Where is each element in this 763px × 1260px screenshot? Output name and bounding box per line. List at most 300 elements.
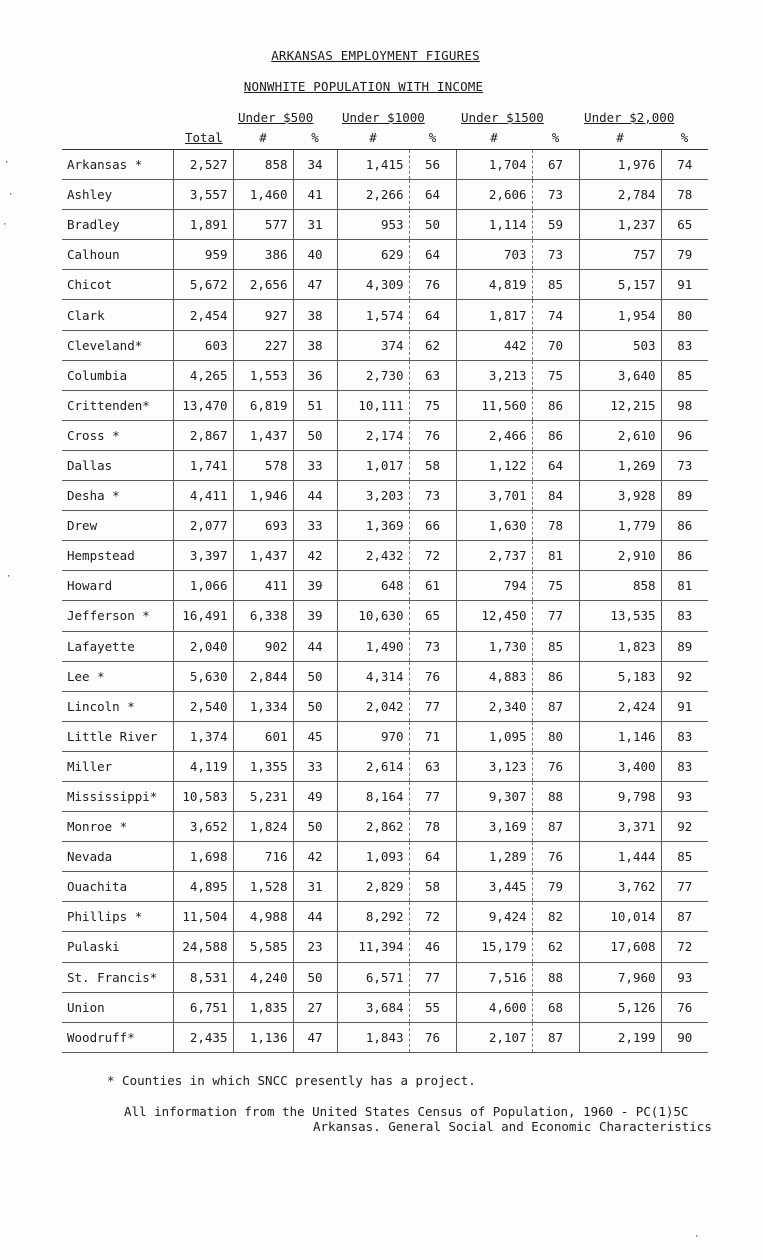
county-name: Hempstead xyxy=(62,541,173,571)
total-cell: 2,527 xyxy=(173,150,233,180)
under-2000-count: 1,146 xyxy=(579,721,661,751)
under-1000-count: 629 xyxy=(337,240,409,270)
under-500-count: 693 xyxy=(233,511,293,541)
under-2000-count: 2,910 xyxy=(579,541,661,571)
group-header-under-1500: Under $1500 xyxy=(461,110,544,125)
under-2000-count: 3,762 xyxy=(579,872,661,902)
header-count: # xyxy=(259,129,267,145)
under-2000-percent: 83 xyxy=(661,751,708,781)
under-1500-percent: 87 xyxy=(532,691,579,721)
under-2000-count: 757 xyxy=(579,240,661,270)
under-2000-count: 3,400 xyxy=(579,751,661,781)
under-1500-count: 1,730 xyxy=(456,631,532,661)
under-1500-count: 1,817 xyxy=(456,300,532,330)
under-1000-percent: 77 xyxy=(409,691,456,721)
county-name: Union xyxy=(62,992,173,1022)
under-2000-count: 13,535 xyxy=(579,601,661,631)
under-2000-count: 2,784 xyxy=(579,180,661,210)
table-row xyxy=(62,872,708,902)
under-1000-percent: 63 xyxy=(409,751,456,781)
table-row xyxy=(62,180,708,210)
under-2000-count: 3,640 xyxy=(579,360,661,390)
under-500-percent: 42 xyxy=(293,541,337,571)
under-2000-percent: 91 xyxy=(661,270,708,300)
source-line-2: Arkansas. General Social and Economic Characteristics xyxy=(313,1119,712,1134)
under-500-percent: 44 xyxy=(293,902,337,932)
under-1500-percent: 87 xyxy=(532,1022,579,1052)
table-row xyxy=(62,450,708,480)
under-1500-percent: 73 xyxy=(532,240,579,270)
table-row xyxy=(62,270,708,300)
under-1000-percent: 71 xyxy=(409,721,456,751)
under-500-count: 2,656 xyxy=(233,270,293,300)
under-500-count: 858 xyxy=(233,150,293,180)
under-2000-percent: 89 xyxy=(661,631,708,661)
total-cell: 1,698 xyxy=(173,842,233,872)
under-1500-percent: 80 xyxy=(532,721,579,751)
under-1000-percent: 61 xyxy=(409,571,456,601)
under-500-count: 2,844 xyxy=(233,661,293,691)
table-row xyxy=(62,300,708,330)
under-2000-percent: 83 xyxy=(661,601,708,631)
under-2000-count: 12,215 xyxy=(579,390,661,420)
under-1500-percent: 59 xyxy=(532,210,579,240)
total-cell: 4,119 xyxy=(173,751,233,781)
under-1000-percent: 46 xyxy=(409,932,456,962)
under-1500-count: 3,213 xyxy=(456,360,532,390)
under-1500-percent: 78 xyxy=(532,511,579,541)
county-name: Little River xyxy=(62,721,173,751)
under-1500-count: 3,445 xyxy=(456,872,532,902)
total-cell: 603 xyxy=(173,330,233,360)
county-name: Woodruff* xyxy=(62,1022,173,1052)
under-1000-percent: 75 xyxy=(409,390,456,420)
table-row xyxy=(62,992,708,1022)
under-2000-percent: 93 xyxy=(661,962,708,992)
county-name: Cross * xyxy=(62,420,173,450)
under-2000-count: 1,269 xyxy=(579,450,661,480)
county-name: Bradley xyxy=(62,210,173,240)
under-1000-count: 648 xyxy=(337,571,409,601)
under-500-percent: 45 xyxy=(293,721,337,751)
table-row xyxy=(62,571,708,601)
under-1500-percent: 85 xyxy=(532,631,579,661)
under-500-percent: 47 xyxy=(293,270,337,300)
under-500-count: 601 xyxy=(233,721,293,751)
county-name: Phillips * xyxy=(62,902,173,932)
under-1500-count: 4,883 xyxy=(456,661,532,691)
total-cell: 1,891 xyxy=(173,210,233,240)
under-1000-count: 1,369 xyxy=(337,511,409,541)
under-1000-count: 4,314 xyxy=(337,661,409,691)
under-1500-percent: 70 xyxy=(532,330,579,360)
county-name: Ouachita xyxy=(62,872,173,902)
total-cell: 959 xyxy=(173,240,233,270)
under-500-count: 902 xyxy=(233,631,293,661)
under-1500-count: 794 xyxy=(456,571,532,601)
under-1000-count: 2,730 xyxy=(337,360,409,390)
under-500-count: 227 xyxy=(233,330,293,360)
table-row xyxy=(62,902,708,932)
under-1000-count: 2,042 xyxy=(337,691,409,721)
under-500-count: 1,553 xyxy=(233,360,293,390)
under-1000-percent: 76 xyxy=(409,661,456,691)
table-row xyxy=(62,240,708,270)
table-row xyxy=(62,781,708,811)
table-row xyxy=(62,360,708,390)
under-1500-count: 2,466 xyxy=(456,420,532,450)
county-name: Monroe * xyxy=(62,812,173,842)
under-500-percent: 39 xyxy=(293,601,337,631)
county-name: Crittenden* xyxy=(62,390,173,420)
under-1500-percent: 62 xyxy=(532,932,579,962)
under-2000-count: 9,798 xyxy=(579,781,661,811)
under-2000-count: 3,371 xyxy=(579,812,661,842)
under-500-percent: 51 xyxy=(293,390,337,420)
under-500-percent: 27 xyxy=(293,992,337,1022)
document-subtitle: NONWHITE POPULATION WITH INCOME xyxy=(243,79,484,94)
total-cell: 2,435 xyxy=(173,1022,233,1052)
header-total: Total xyxy=(185,129,223,145)
under-1000-percent: 50 xyxy=(409,210,456,240)
under-2000-percent: 92 xyxy=(661,812,708,842)
under-1500-count: 1,095 xyxy=(456,721,532,751)
under-1000-count: 2,174 xyxy=(337,420,409,450)
under-500-count: 5,231 xyxy=(233,781,293,811)
under-2000-count: 1,976 xyxy=(579,150,661,180)
under-2000-percent: 78 xyxy=(661,180,708,210)
table-row xyxy=(62,150,708,180)
under-2000-percent: 83 xyxy=(661,721,708,751)
under-2000-percent: 89 xyxy=(661,481,708,511)
under-1500-count: 1,630 xyxy=(456,511,532,541)
under-1000-count: 2,614 xyxy=(337,751,409,781)
total-cell: 1,741 xyxy=(173,450,233,480)
table-row xyxy=(62,601,708,631)
under-500-count: 578 xyxy=(233,450,293,480)
speck-mark: · xyxy=(6,572,12,582)
under-500-count: 5,585 xyxy=(233,932,293,962)
under-1500-percent: 67 xyxy=(532,150,579,180)
under-500-count: 1,437 xyxy=(233,541,293,571)
under-1500-count: 3,169 xyxy=(456,812,532,842)
under-500-percent: 50 xyxy=(293,661,337,691)
under-1500-percent: 73 xyxy=(532,180,579,210)
under-500-percent: 33 xyxy=(293,511,337,541)
under-2000-percent: 73 xyxy=(661,450,708,480)
under-2000-percent: 79 xyxy=(661,240,708,270)
under-500-count: 4,988 xyxy=(233,902,293,932)
under-1500-percent: 84 xyxy=(532,481,579,511)
under-1000-percent: 65 xyxy=(409,601,456,631)
under-1500-count: 1,122 xyxy=(456,450,532,480)
under-1000-percent: 56 xyxy=(409,150,456,180)
table-row xyxy=(62,1022,708,1052)
under-1500-percent: 75 xyxy=(532,360,579,390)
table-row xyxy=(62,661,708,691)
speck-mark: · xyxy=(694,1232,700,1242)
under-1500-count: 15,179 xyxy=(456,932,532,962)
under-1000-count: 3,203 xyxy=(337,481,409,511)
county-name: Arkansas * xyxy=(62,150,173,180)
table-row xyxy=(62,541,708,571)
under-1000-count: 2,862 xyxy=(337,812,409,842)
table-row xyxy=(62,751,708,781)
under-2000-count: 2,610 xyxy=(579,420,661,450)
under-1500-percent: 88 xyxy=(532,962,579,992)
group-header-under-1000: Under $1000 xyxy=(342,110,425,125)
under-500-percent: 47 xyxy=(293,1022,337,1052)
total-cell: 24,588 xyxy=(173,932,233,962)
under-1500-count: 1,704 xyxy=(456,150,532,180)
under-500-percent: 50 xyxy=(293,420,337,450)
county-name: Dallas xyxy=(62,450,173,480)
under-1000-count: 6,571 xyxy=(337,962,409,992)
table-row xyxy=(62,842,708,872)
under-1000-percent: 66 xyxy=(409,511,456,541)
under-500-percent: 42 xyxy=(293,842,337,872)
under-500-percent: 44 xyxy=(293,481,337,511)
under-1500-count: 2,737 xyxy=(456,541,532,571)
under-1500-percent: 81 xyxy=(532,541,579,571)
under-500-count: 1,528 xyxy=(233,872,293,902)
header-count: # xyxy=(490,129,498,145)
table-row xyxy=(62,511,708,541)
under-2000-percent: 72 xyxy=(661,932,708,962)
under-500-count: 1,334 xyxy=(233,691,293,721)
under-2000-count: 1,444 xyxy=(579,842,661,872)
under-500-count: 927 xyxy=(233,300,293,330)
under-2000-count: 17,608 xyxy=(579,932,661,962)
under-500-percent: 50 xyxy=(293,691,337,721)
table-row xyxy=(62,932,708,962)
under-1500-count: 9,424 xyxy=(456,902,532,932)
under-500-percent: 34 xyxy=(293,150,337,180)
under-1500-count: 3,123 xyxy=(456,751,532,781)
table-row xyxy=(62,420,708,450)
under-2000-percent: 85 xyxy=(661,360,708,390)
under-1500-count: 1,289 xyxy=(456,842,532,872)
county-name: Columbia xyxy=(62,360,173,390)
under-2000-percent: 77 xyxy=(661,872,708,902)
total-cell: 13,470 xyxy=(173,390,233,420)
county-name: Drew xyxy=(62,511,173,541)
under-2000-count: 858 xyxy=(579,571,661,601)
under-500-percent: 44 xyxy=(293,631,337,661)
under-1500-percent: 77 xyxy=(532,601,579,631)
total-cell: 16,491 xyxy=(173,601,233,631)
under-2000-percent: 65 xyxy=(661,210,708,240)
table-row xyxy=(62,330,708,360)
under-1000-percent: 77 xyxy=(409,962,456,992)
under-500-percent: 40 xyxy=(293,240,337,270)
under-1500-percent: 88 xyxy=(532,781,579,811)
under-1000-count: 10,111 xyxy=(337,390,409,420)
under-2000-percent: 91 xyxy=(661,691,708,721)
under-1000-count: 1,093 xyxy=(337,842,409,872)
under-1500-percent: 64 xyxy=(532,450,579,480)
under-1500-count: 4,600 xyxy=(456,992,532,1022)
under-500-percent: 41 xyxy=(293,180,337,210)
county-name: Lee * xyxy=(62,661,173,691)
total-cell: 1,374 xyxy=(173,721,233,751)
header-count: # xyxy=(369,129,377,145)
under-2000-percent: 92 xyxy=(661,661,708,691)
county-name: Chicot xyxy=(62,270,173,300)
under-1000-percent: 72 xyxy=(409,902,456,932)
under-500-percent: 38 xyxy=(293,330,337,360)
under-1500-percent: 75 xyxy=(532,571,579,601)
table-row xyxy=(62,962,708,992)
table-row xyxy=(62,721,708,751)
under-500-count: 1,824 xyxy=(233,812,293,842)
under-500-count: 577 xyxy=(233,210,293,240)
under-1000-percent: 78 xyxy=(409,812,456,842)
under-2000-count: 503 xyxy=(579,330,661,360)
under-2000-percent: 85 xyxy=(661,842,708,872)
total-cell: 6,751 xyxy=(173,992,233,1022)
under-1500-percent: 86 xyxy=(532,661,579,691)
under-1000-count: 3,684 xyxy=(337,992,409,1022)
under-1000-count: 1,574 xyxy=(337,300,409,330)
under-1000-count: 970 xyxy=(337,721,409,751)
under-1000-count: 1,415 xyxy=(337,150,409,180)
under-1000-percent: 73 xyxy=(409,481,456,511)
under-1000-percent: 64 xyxy=(409,240,456,270)
under-1000-count: 953 xyxy=(337,210,409,240)
under-1500-percent: 82 xyxy=(532,902,579,932)
under-500-count: 386 xyxy=(233,240,293,270)
under-500-count: 716 xyxy=(233,842,293,872)
under-2000-count: 10,014 xyxy=(579,902,661,932)
table-row xyxy=(62,481,708,511)
under-1000-percent: 76 xyxy=(409,270,456,300)
table-row xyxy=(62,631,708,661)
under-1000-percent: 72 xyxy=(409,541,456,571)
under-1000-count: 1,017 xyxy=(337,450,409,480)
under-500-count: 1,437 xyxy=(233,420,293,450)
under-500-count: 1,460 xyxy=(233,180,293,210)
county-name: Pulaski xyxy=(62,932,173,962)
sub-header-row xyxy=(62,125,708,150)
county-name: Miller xyxy=(62,751,173,781)
table-row xyxy=(62,210,708,240)
under-1000-count: 8,164 xyxy=(337,781,409,811)
under-2000-percent: 76 xyxy=(661,992,708,1022)
footnote: * Counties in which SNCC presently has a project. xyxy=(107,1073,476,1088)
under-500-count: 1,355 xyxy=(233,751,293,781)
under-1000-count: 4,309 xyxy=(337,270,409,300)
total-cell: 2,040 xyxy=(173,631,233,661)
under-1000-count: 2,432 xyxy=(337,541,409,571)
under-2000-percent: 86 xyxy=(661,511,708,541)
total-cell: 2,454 xyxy=(173,300,233,330)
under-1500-count: 4,819 xyxy=(456,270,532,300)
under-2000-percent: 81 xyxy=(661,571,708,601)
county-name: St. Francis* xyxy=(62,962,173,992)
under-1500-percent: 74 xyxy=(532,300,579,330)
under-1500-count: 12,450 xyxy=(456,601,532,631)
group-header-row xyxy=(62,107,708,125)
under-1000-percent: 73 xyxy=(409,631,456,661)
under-1000-percent: 64 xyxy=(409,180,456,210)
under-500-count: 411 xyxy=(233,571,293,601)
under-1000-percent: 58 xyxy=(409,450,456,480)
county-name: Jefferson * xyxy=(62,601,173,631)
under-2000-percent: 87 xyxy=(661,902,708,932)
under-500-count: 1,835 xyxy=(233,992,293,1022)
total-cell: 5,672 xyxy=(173,270,233,300)
county-name: Lafayette xyxy=(62,631,173,661)
under-500-count: 4,240 xyxy=(233,962,293,992)
under-2000-count: 1,954 xyxy=(579,300,661,330)
under-500-percent: 33 xyxy=(293,751,337,781)
under-1500-percent: 79 xyxy=(532,872,579,902)
group-header-under-2000: Under $2,000 xyxy=(584,110,675,125)
under-1000-percent: 64 xyxy=(409,300,456,330)
group-header-under-500: Under $500 xyxy=(238,110,314,125)
under-2000-percent: 74 xyxy=(661,150,708,180)
under-1000-count: 11,394 xyxy=(337,932,409,962)
header-percent: % xyxy=(551,129,560,145)
under-2000-count: 2,424 xyxy=(579,691,661,721)
total-cell: 4,895 xyxy=(173,872,233,902)
under-500-count: 1,136 xyxy=(233,1022,293,1052)
under-500-percent: 23 xyxy=(293,932,337,962)
under-500-count: 6,819 xyxy=(233,390,293,420)
under-2000-percent: 80 xyxy=(661,300,708,330)
under-1500-count: 2,606 xyxy=(456,180,532,210)
speck-mark: · xyxy=(4,158,10,168)
county-name: Lincoln * xyxy=(62,691,173,721)
total-cell: 3,557 xyxy=(173,180,233,210)
under-1500-count: 7,516 xyxy=(456,962,532,992)
under-2000-count: 5,126 xyxy=(579,992,661,1022)
under-1500-percent: 85 xyxy=(532,270,579,300)
under-1000-percent: 63 xyxy=(409,360,456,390)
total-cell: 8,531 xyxy=(173,962,233,992)
under-1000-percent: 77 xyxy=(409,781,456,811)
employment-table xyxy=(62,107,708,1053)
total-cell: 2,540 xyxy=(173,691,233,721)
total-cell: 10,583 xyxy=(173,781,233,811)
under-1500-percent: 76 xyxy=(532,751,579,781)
under-1000-count: 10,630 xyxy=(337,601,409,631)
total-cell: 2,867 xyxy=(173,420,233,450)
speck-mark: · xyxy=(2,220,8,230)
under-500-percent: 31 xyxy=(293,210,337,240)
under-500-count: 6,338 xyxy=(233,601,293,631)
source-line-1: All information from the United States Census of Population, 1960 - PC(1)5C xyxy=(124,1104,689,1119)
under-1000-count: 374 xyxy=(337,330,409,360)
county-name: Cleveland* xyxy=(62,330,173,360)
under-2000-percent: 93 xyxy=(661,781,708,811)
under-500-percent: 50 xyxy=(293,962,337,992)
header-count: # xyxy=(616,129,624,145)
table-row xyxy=(62,390,708,420)
under-500-percent: 50 xyxy=(293,812,337,842)
header-percent: % xyxy=(428,129,437,145)
under-2000-count: 3,928 xyxy=(579,481,661,511)
under-1500-count: 9,307 xyxy=(456,781,532,811)
county-name: Nevada xyxy=(62,842,173,872)
under-500-percent: 49 xyxy=(293,781,337,811)
county-name: Calhoun xyxy=(62,240,173,270)
under-2000-percent: 86 xyxy=(661,541,708,571)
header-percent: % xyxy=(311,129,319,145)
under-1500-percent: 86 xyxy=(532,420,579,450)
under-500-percent: 36 xyxy=(293,360,337,390)
